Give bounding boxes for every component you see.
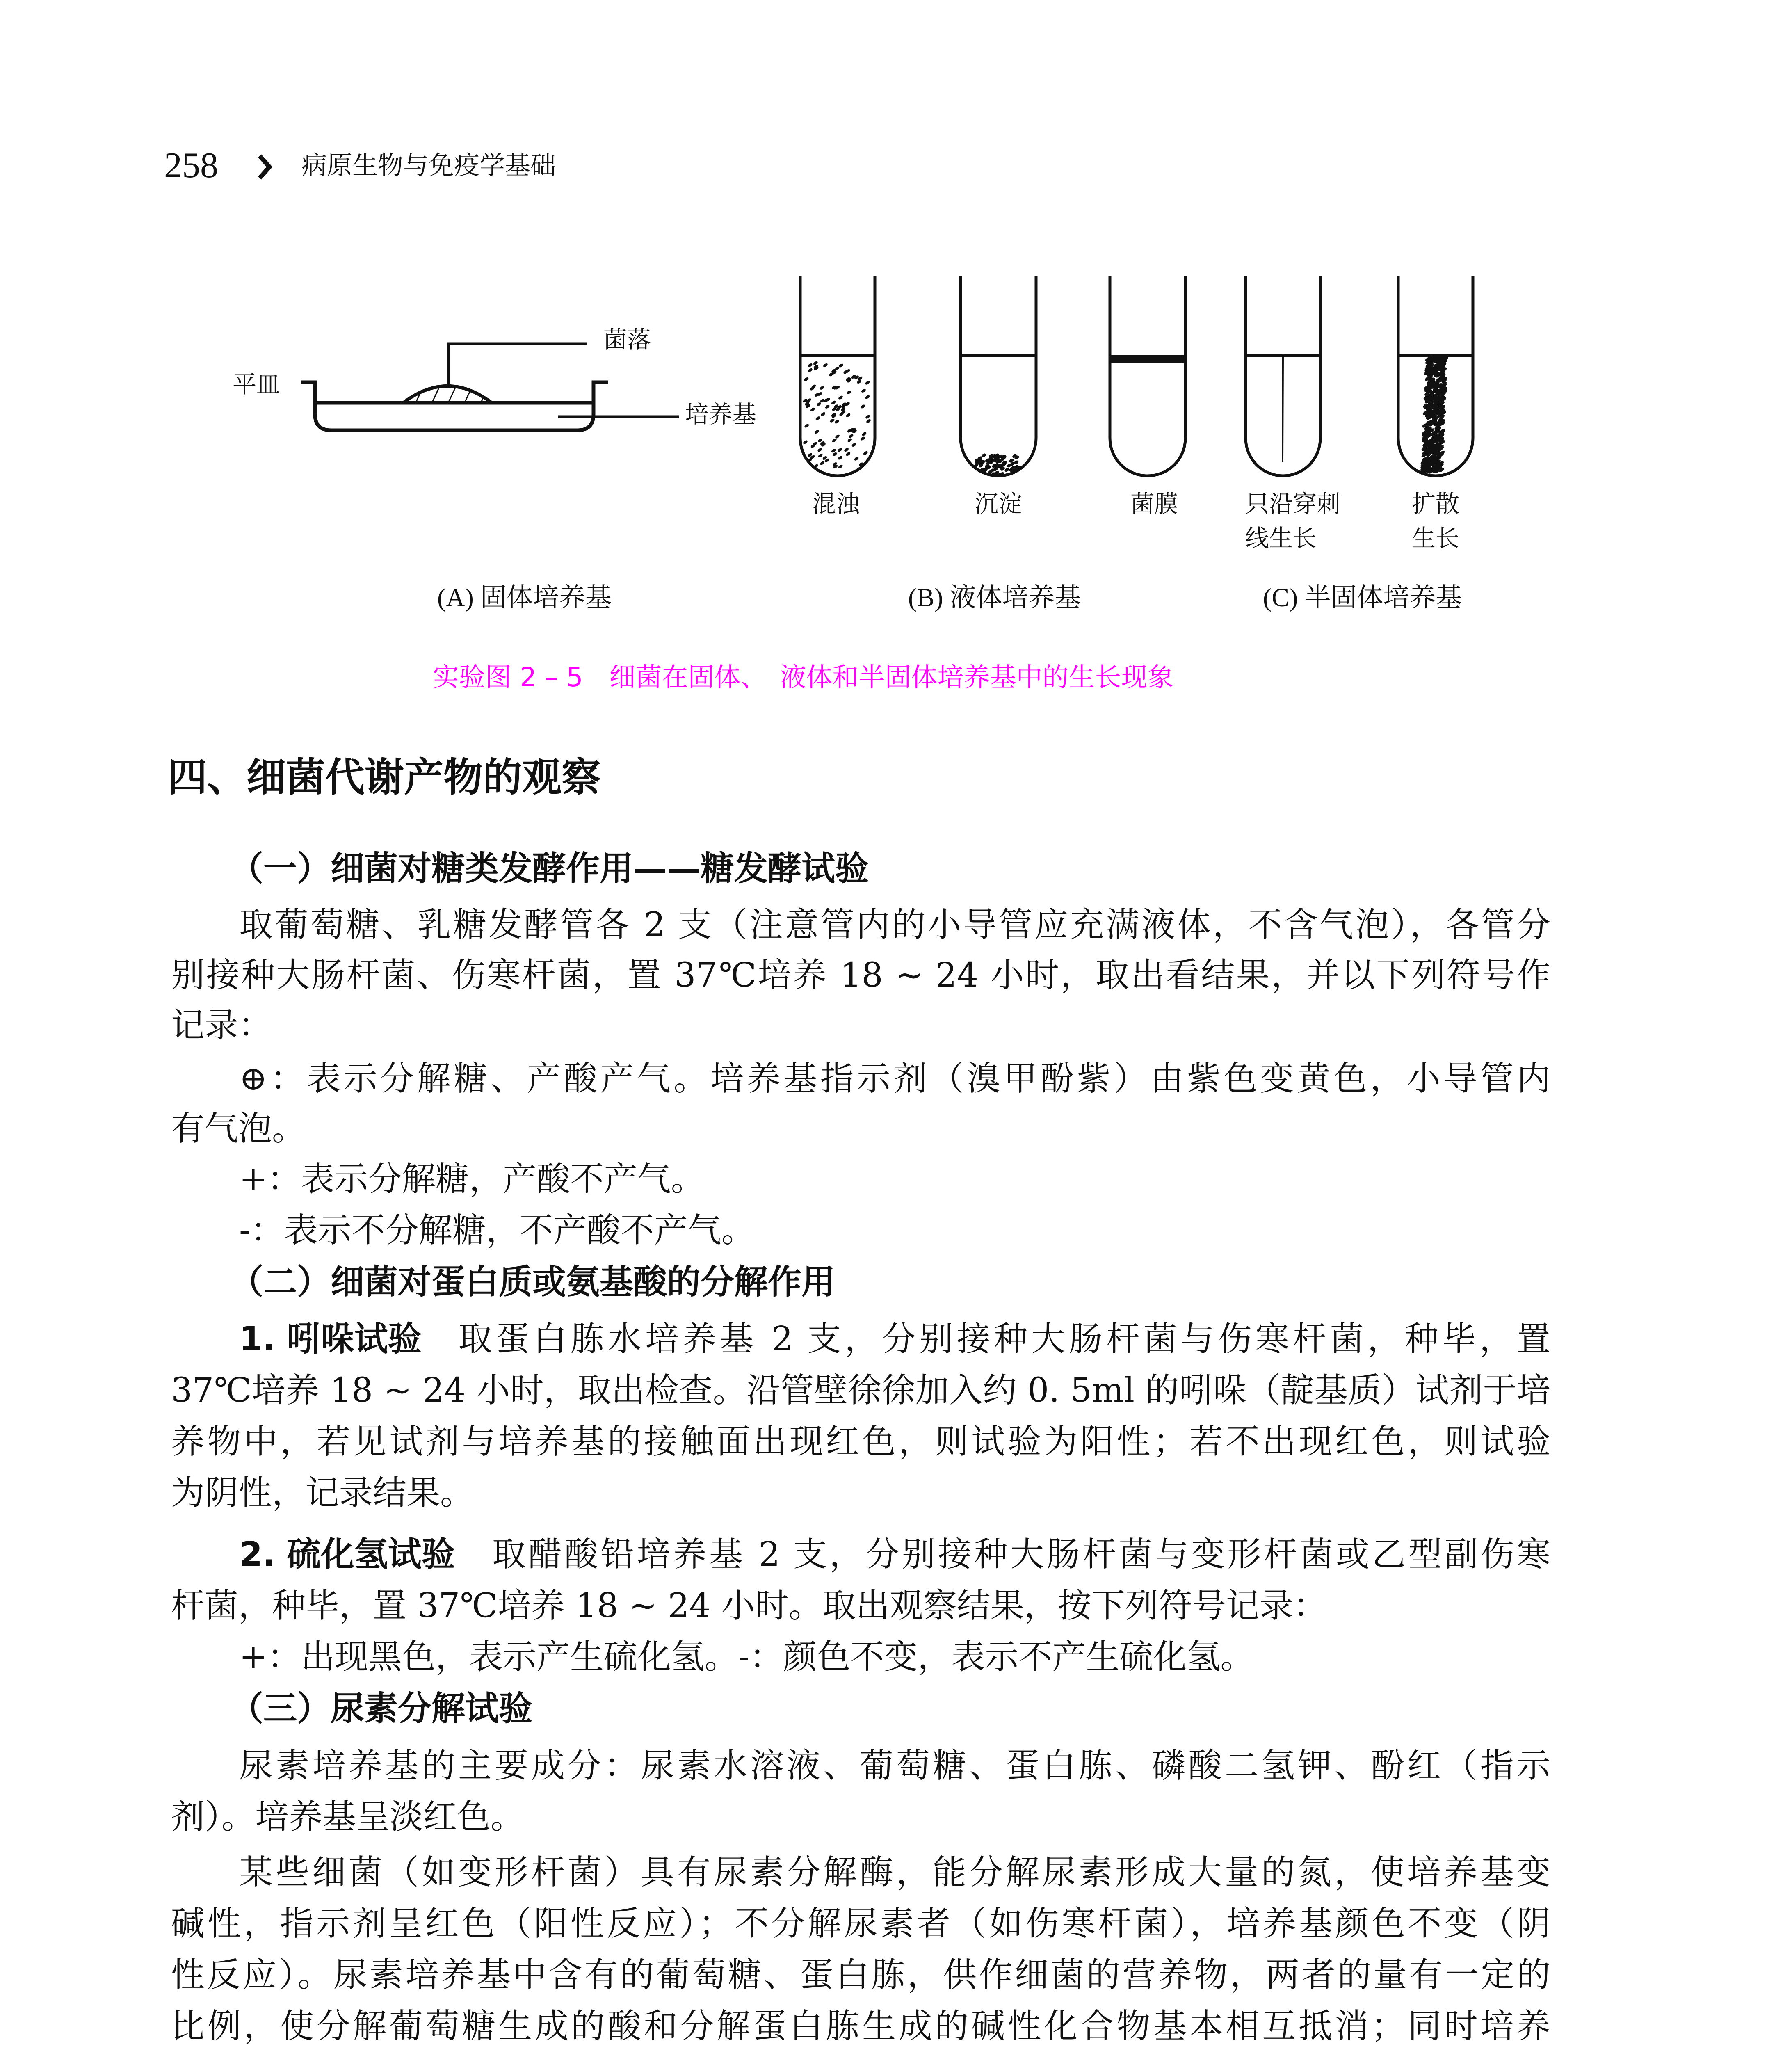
text-line: 比例，使分解葡萄糖生成的酸和分解蛋白胨生成的碱性化合物基本相互抵消；同时培养: [171, 2007, 1550, 2046]
stipple-dot: [865, 414, 871, 420]
stipple-dot: [838, 464, 843, 469]
tube-label-turbid: 混浊: [812, 490, 860, 518]
stipple-dot: [838, 395, 844, 400]
stipple-dot: [846, 390, 852, 395]
tube-label-diffuse-1: 扩散: [1412, 490, 1460, 518]
text-line: 某些细菌（如变形杆菌）具有尿素分解酶，能分解尿素形成大量的氮，使培养基变: [239, 1853, 1550, 1892]
stipple-dot: [865, 380, 870, 386]
turbidity-dots: [802, 361, 871, 469]
text-line: 养物中，若见试剂与培养基的接触面出现红色，则试验为阳性；若不出现红色，则试验: [171, 1422, 1550, 1461]
culture-figure: [0, 0, 1792, 640]
stipple-dot: [851, 442, 857, 448]
stipple-dot: [817, 453, 823, 458]
stipple-dot: [845, 413, 851, 418]
text-line: 取蛋白胨水培养基 2 支，分别接种大肠杆菌与伤寒杆菌，种毕，置: [458, 1320, 1550, 1359]
page-number: 258: [164, 146, 218, 185]
stipple-dot: [820, 461, 825, 466]
colony-leader-line: [448, 344, 587, 388]
caption-liquid: (B) 液体培养基: [908, 583, 1081, 612]
stipple-dot: [835, 434, 840, 439]
stipple-dot: [815, 416, 821, 421]
medium-label: 培养基: [685, 400, 757, 428]
text-line: 记录：: [171, 1006, 272, 1045]
stipple-dot: [861, 388, 866, 393]
stipple-dot: [816, 402, 822, 407]
text-line: 有气泡。: [171, 1109, 306, 1148]
stipple-dot: [1013, 459, 1019, 465]
stipple-dot: [807, 368, 813, 373]
stipple-dot: [848, 434, 854, 439]
stipple-dot: [822, 363, 828, 368]
diffuse-growth-dots: [1420, 355, 1449, 475]
subsection-title-2: （二）细菌对蛋白质或氨基酸的分解作用: [230, 1262, 836, 1302]
tube-label-sediment: 沉淀: [975, 490, 1023, 518]
tube-label-pellicle: 菌膜: [1130, 490, 1178, 518]
stipple-dot: [814, 429, 820, 434]
stipple-dot: [834, 419, 840, 425]
stipple-dot: [831, 400, 836, 405]
caption-semisolid: (C) 半固体培养基: [1263, 583, 1462, 612]
stipple-dot: [824, 404, 830, 409]
text-line: 37℃培养 18 ~ 24 小时，取出检查。沿管壁徐徐加入约 0. 5ml 的吲哚（靛基质）试剂于培: [171, 1371, 1550, 1410]
text-line: 别接种大肠杆菌、伤寒杆菌，置 37℃培养 18 ~ 24 小时，取出看结果，并以下列符号作: [171, 956, 1550, 995]
text-line: 取醋酸铅培养基 2 支，分别接种大肠杆菌与变形杆菌或乙型副伤寒: [492, 1535, 1550, 1574]
text-line: 杆菌，种毕，置 37℃培养 18 ~ 24 小时。取出观察结果，按下列符号记录：: [171, 1586, 1327, 1625]
stipple-dot: [860, 436, 865, 441]
test-tube-pellicle: [1110, 276, 1185, 476]
plate-label: 平皿: [233, 370, 281, 398]
text-line: +：表示分解糖，产酸不产气。: [239, 1160, 705, 1199]
h2s-paragraph-first-line: [239, 1534, 1550, 1575]
stipple-dot: [844, 447, 849, 452]
stipple-dot: [837, 447, 843, 452]
stipple-dot: [804, 377, 809, 382]
stipple-dot: [804, 423, 810, 429]
tube-label-diffuse-2: 生长: [1412, 524, 1460, 552]
stipple-dot: [847, 438, 853, 443]
text-line: 性反应）。尿素培养基中含有的葡萄糖、蛋白胨，供作细菌的营养物，两者的量有一定的: [171, 1955, 1550, 1994]
stipple-dot: [865, 395, 870, 400]
figure-title: 实验图 2 – 5 细菌在固体、 液体和半固体培养基中的生长现象: [433, 662, 1174, 693]
section-heading: 四、细菌代谢产物的观察: [168, 754, 601, 800]
text-line: -：表示不分解糖，不产酸不产气。: [239, 1211, 755, 1250]
stipple-dot: [819, 385, 825, 391]
stipple-dot: [820, 411, 826, 417]
stipple-dot: [807, 363, 813, 368]
text-line: 为阴性，记录结果。: [171, 1473, 474, 1512]
stipple-dot: [831, 438, 837, 443]
text-line: 剂）。培养基呈淡红色。: [171, 1797, 525, 1836]
indole-paragraph-first-line: [239, 1319, 1550, 1360]
stipple-dot: [863, 450, 868, 456]
stipple-dot: [810, 407, 815, 412]
colony: [403, 386, 492, 403]
stipple-dot: [813, 361, 818, 366]
stipple-dot: [861, 432, 867, 437]
sediment-dots: [973, 452, 1023, 477]
stipple-dot: [866, 418, 872, 424]
tube-label-stab-1: 只沿穿刺: [1245, 490, 1341, 518]
text-line: 碱性，指示剂呈红色（阳性反应）；不分解尿素者（如伤寒杆菌），培养基颜色不变（阴: [171, 1904, 1550, 1943]
stipple-dot: [860, 404, 866, 409]
test-tube-sediment: [961, 276, 1036, 476]
text-line: 尿素培养基的主要成分：尿素水溶液、葡萄糖、蛋白胨、磷酸二氢钾、酚红（指示: [239, 1746, 1550, 1785]
stipple-dot: [802, 440, 808, 445]
book-title: 病原生物与免疫学基础: [301, 150, 556, 180]
caption-solid: (A) 固体培养基: [437, 583, 612, 612]
colony-label: 菌落: [603, 326, 651, 354]
text-line: ⊕：表示分解糖、产酸产气。培养基指示剂（溴甲酚紫）由紫色变黄色，小导管内: [239, 1059, 1550, 1098]
stipple-dot: [845, 451, 851, 457]
stipple-dot: [817, 447, 823, 452]
stipple-dot: [1004, 467, 1010, 473]
pellicle-band: [1110, 355, 1185, 363]
text-line: +：出现黑色，表示产生硫化氢。-：颜色不变，表示不产生硫化氢。: [239, 1638, 1254, 1676]
indole-test-label: 1. 吲哚试验: [239, 1320, 422, 1359]
stipple-dot: [837, 455, 843, 461]
stipple-dot: [829, 418, 835, 423]
h2s-test-label: 2. 硫化氢试验: [239, 1535, 455, 1574]
tube-label-stab-2: 线生长: [1245, 524, 1317, 552]
stipple-dot: [854, 456, 859, 461]
text-line: 取葡萄糖、乳糖发酵管各 2 支（注意管内的小导管应充满液体，不含气泡），各管分: [239, 905, 1550, 944]
subsection-title-3: （三）尿素分解试验: [230, 1689, 533, 1728]
subsection-title-1: （一）细菌对糖类发酵作用——糖发酵试验: [230, 849, 869, 888]
